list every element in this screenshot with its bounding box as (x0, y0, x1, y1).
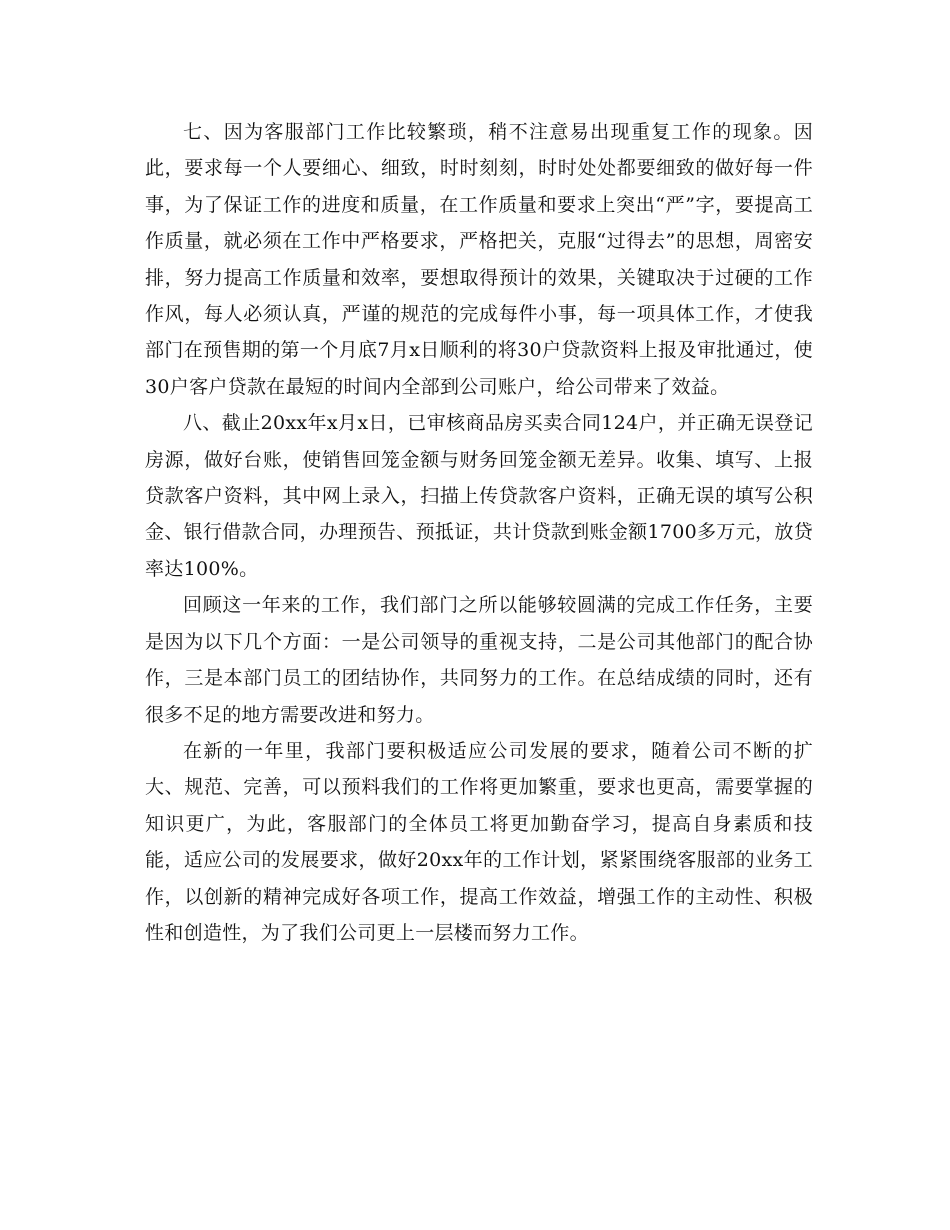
paragraph-seven: 七、因为客服部门工作比较繁琐，稍不注意易出现重复工作的现象。因此，要求每一个人要细心、细致，时时刻刻，时时处处都要细致的做好每一件事，为了保证工作的进度和质量，在工作质量和要求上突出“严”字，要提高工作质量，就必须在工作中严格要求，严格把关，克服“过得去”的思想，周密安排，努力提高工作质量和效率，要想取得预计的效果，关键取决于过硬的工作作风，每人必须认真，严谨的规范的完成每件小事，每一项具体工作，才使我部门在预售期的第一个月底7月x日顺利的将30户贷款资料上报及审批通过，使30户客户贷款在最短的时间内全部到公司账户，给公司带来了效益。 (145, 121, 813, 398)
document-body (145, 114, 813, 951)
paragraph-eight: 八、截止20xx年x月x日，已审核商品房买卖合同124户，并正确无误登记房源，做好台账，使销售回笼金额与财务回笼金额无差异。收集、填写、上报贷款客户资料，其中网上录入，扫描上传贷款客户资料，正确无误的填写公积金、银行借款合同，办理预告、预抵证，共计贷款到账金额1700多万元，放贷率达100%。 (145, 412, 813, 580)
paragraph-review: 回顾这一年来的工作，我们部门之所以能够较圆满的完成工作任务，主要是因为以下几个方面：一是公司领导的重视支持，二是公司其他部门的配合协作，三是本部门员工的团结协作，共同努力的工作。在总结成绩的同时，还有很多不足的地方需要改进和努力。 (145, 594, 813, 726)
paragraph-new-year: 在新的一年里，我部门要积极适应公司发展的要求，随着公司不断的扩大、规范、完善，可以预料我们的工作将更加繁重，要求也更高，需要掌握的知识更广，为此，客服部门的全体员工将更加勤奋学习，提高自身素质和技能，适应公司的发展要求，做好20xx年的工作计划，紧紧围绕客服部的业务工作，以创新的精神完成好各项工作，提高工作效益，增强工作的主动性、积极性和创造性，为了我们公司更上一层楼而努力工作。 (145, 739, 813, 944)
